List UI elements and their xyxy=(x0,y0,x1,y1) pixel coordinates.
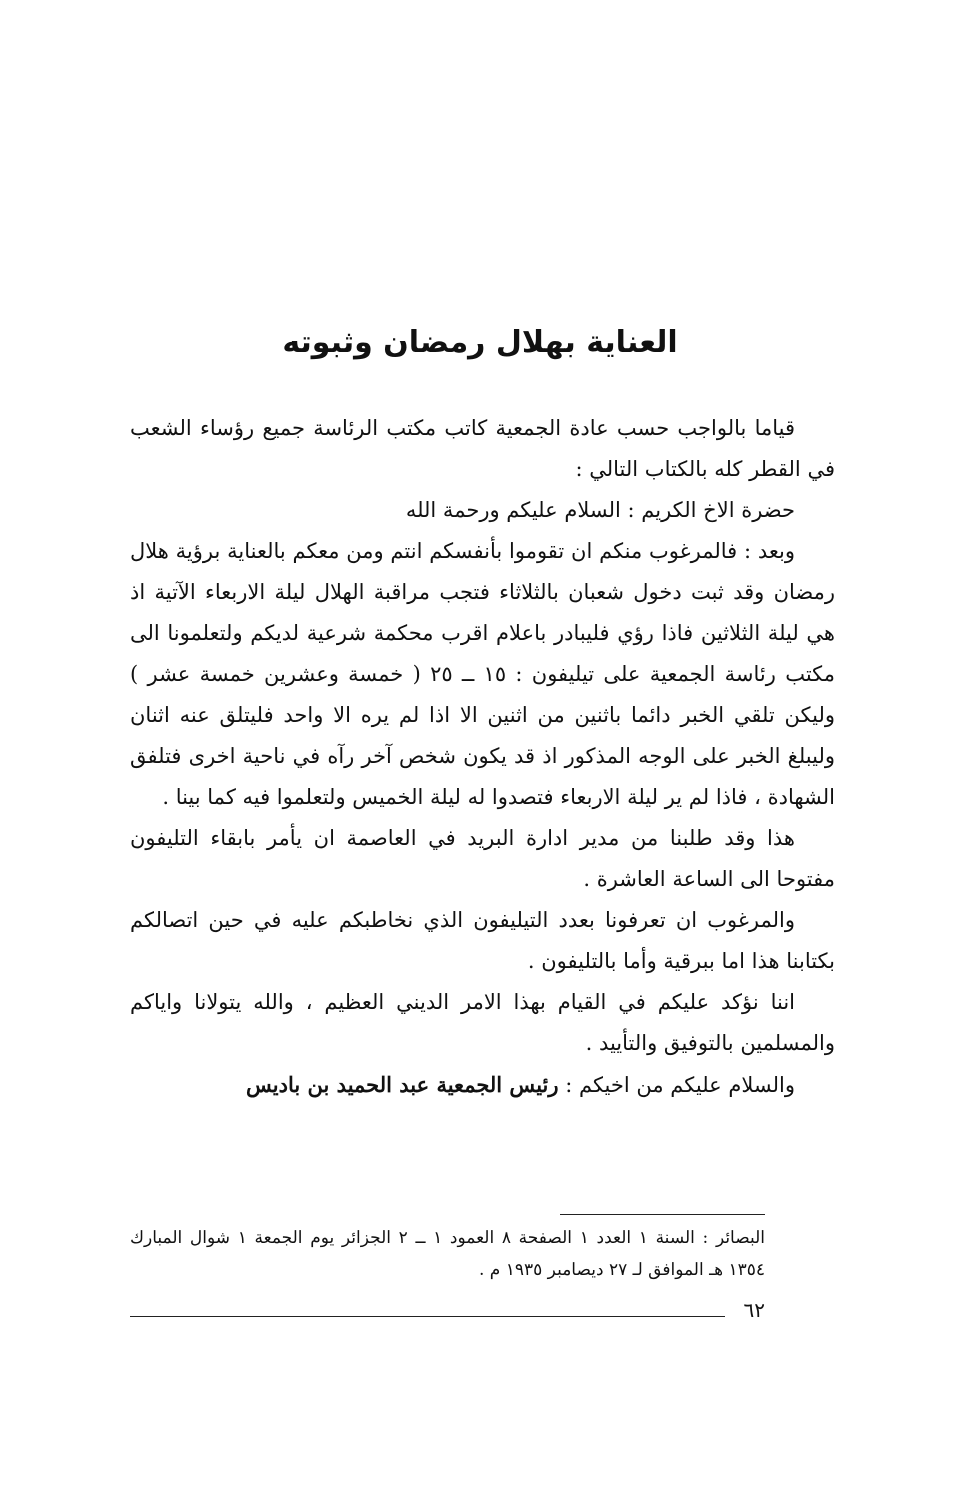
body-paragraph-3: والمرغوب ان تعرفونا بعدد التيليفون الذي نخاطبكم عليه في حين اتصالكم بكتابنا هذا اما ببرقية وأما بالتليفون . xyxy=(130,908,835,973)
salutation-paragraph: حضرة الاخ الكريم : السلام عليكم ورحمة الله xyxy=(405,498,795,522)
page-footer xyxy=(130,1294,765,1330)
footnote xyxy=(130,1222,765,1286)
footnote-text: البصائر : السنة ١ العدد ١ الصفحة ٨ العمود ١ ــ ٢ الجزائر يوم الجمعة ١ شوال المبارك ١٣٥٤ هـ الموافق لـ ٢٧ ديصامبر ١٩٣٥ م . xyxy=(130,1228,766,1280)
footer-rule xyxy=(130,1316,725,1317)
intro-paragraph: قياما بالواجب حسب عادة الجمعية كاتب مكتب الرئاسة جميع رؤساء الشعب في القطر كله بالكتاب التالي : xyxy=(130,416,835,481)
article-title: العناية بهلال رمضان وثبوته xyxy=(282,325,678,360)
signature: رئيس الجمعية عبد الحميد بن باديس xyxy=(246,1072,559,1097)
body-paragraph-1: وبعد : فالمرغوب منكم ان تقوموا بأنفسكم انتم ومن معكم بالعناية برؤية هلال رمضان وقد ثبت دخول شعبان بالثلاثاء فتجب مراقبة الهلال ليلة الاربعاء الآتية اذ هي ليلة الثلاثين فاذا رؤي فليبادر باعلام اقرب محكمة شرعية لديكم ولتعلمونا الى مكتب رئاسة الجمعية على تيليفون : ١٥ ــ ٢٥ ( خمسة وعشرين خمسة عشر ) وليكن تلقي الخبر دائما باثنين من اثنين الا اذا لم يره الا واحد فليتلق عنه اثنان وليبلغ الخبر على الوجه المذكور اذ قد يكون شخص آخر رآه في ناحية اخرى فتلفق الشهادة ، فاذا لم ير ليلة الاربعاء فتصدوا له ليلة الخميس ولتعلموا فيه كما بينا . xyxy=(130,539,836,809)
body-paragraph-2: هذا وقد طلبنا من مدير ادارة البريد في العاصمة ان يأمر بابقاء التليفون مفتوحا الى الساعة العاشرة . xyxy=(130,826,835,891)
page-number: ٦٢ xyxy=(743,1298,765,1322)
closing-text: والسلام عليكم من اخيكم : xyxy=(565,1073,795,1097)
body-paragraph-4: اننا نؤكد عليكم في القيام بهذا الامر الديني العظيم ، والله يتولانا واياكم والمسلمين بالتوفيق والتأييد . xyxy=(130,990,835,1055)
article-body xyxy=(130,408,835,1106)
footnote-separator xyxy=(560,1214,765,1215)
closing-paragraph xyxy=(130,1064,835,1106)
